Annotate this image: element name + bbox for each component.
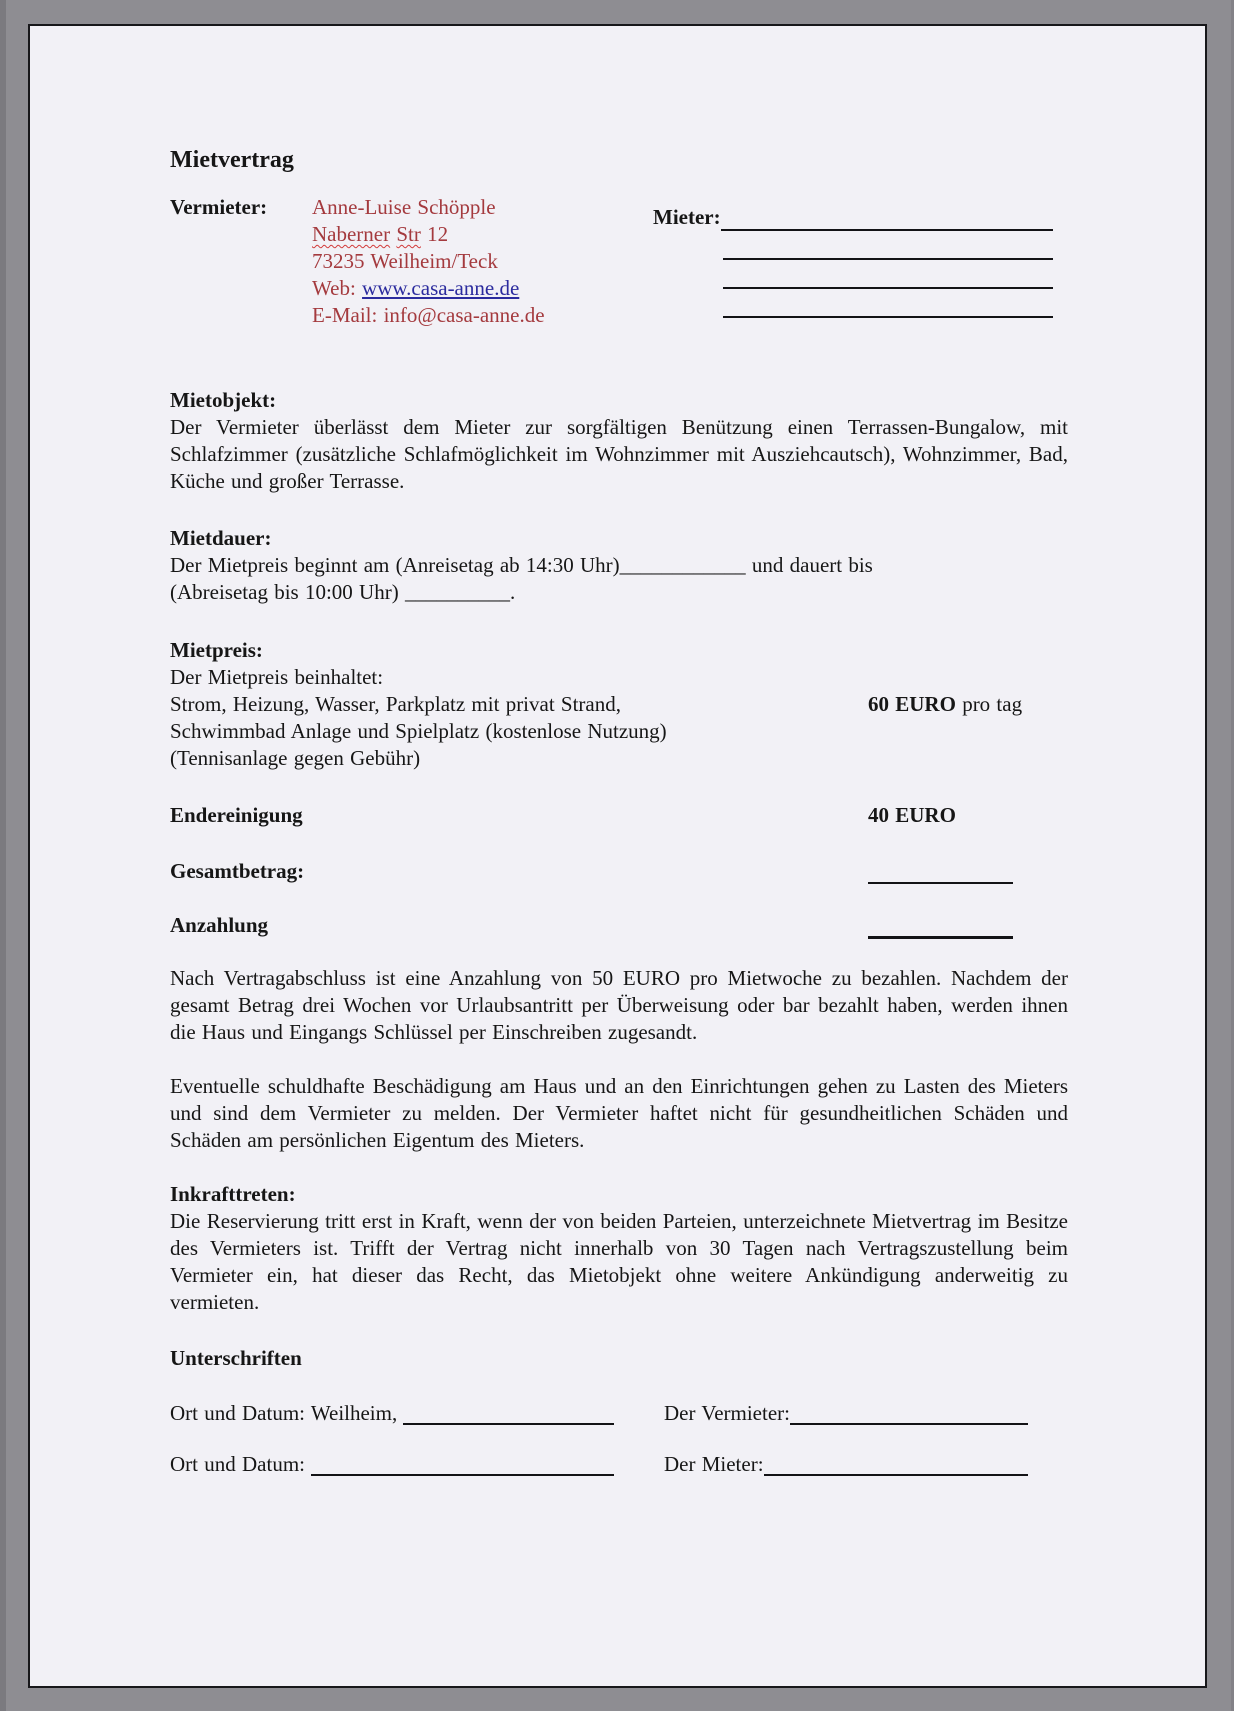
- gesamtbetrag-row: [170, 858, 1068, 885]
- tenant-fill-line-3: [723, 260, 1053, 289]
- landlord-name: Anne-Luise Schöpple: [312, 195, 496, 219]
- sig1-left-label: Ort und Datum: Weilheim,: [170, 1401, 404, 1425]
- tenant-fill-line-4: [723, 289, 1053, 318]
- sig2-left-line: [311, 1474, 614, 1476]
- daily-price: [868, 691, 1022, 718]
- sig2-right-label: Der Mieter:: [664, 1452, 764, 1476]
- mietpreis-item1: Strom, Heizung, Wasser, Parkplatz mit privat Strand,: [170, 692, 621, 716]
- endereinigung-row: [170, 802, 1068, 829]
- gesamtbetrag-label: Gesamtbetrag:: [170, 859, 305, 883]
- landlord-street-word2: Str: [396, 222, 421, 246]
- paragraph-haftung: Eventuelle schuldhafte Beschädigung am Haus und an den Einrichtungen gehen zu Lasten des Mieters und sind dem Vermieter zu melden. Der Vermieter haftet nicht für gesundheitlichen Schäden und Schäden am persönlichen Eigentum des Mieters.: [170, 1074, 1068, 1152]
- landlord-street: [312, 221, 545, 248]
- mietpreis-item2: Schwimmbad Anlage und Spielplatz (kostenlose Nutzung): [170, 719, 667, 743]
- mietdauer-heading: Mietdauer:: [170, 526, 272, 550]
- document-content: [170, 146, 1068, 1478]
- tenant-label: Mieter:: [653, 205, 721, 229]
- sig1-right-line: [790, 1423, 1028, 1425]
- landlord-street-word1: Naberner: [312, 222, 391, 246]
- mietpreis-item3: (Tennisanlage gegen Gebühr): [170, 746, 421, 770]
- endereinigung-price: 40 EURO: [868, 803, 956, 827]
- website-link[interactable]: www.casa-anne.de: [362, 276, 520, 300]
- daily-price-amount: 60 EURO: [868, 692, 956, 716]
- mietpreis-intro: Der Mietpreis beinhaltet:: [170, 665, 384, 689]
- mietobjekt-body: Der Vermieter überlässt dem Mieter zur sorgfältigen Benützung einen Terrassen-Bungalow, mit Schlafzimmer (zusätzliche Schlafmöglichkeit im Wohnzimmer mit Ausziehcautsch), Wohnzimmer, Bad, Küche und großer Terrasse.: [170, 415, 1068, 493]
- tenant-fill-line-1: [721, 229, 1053, 231]
- web-label: Web:: [312, 276, 363, 300]
- landlord-address-block: [312, 194, 545, 329]
- landlord-street-number: 12: [420, 222, 449, 246]
- document-title: Mietvertrag: [170, 147, 294, 173]
- signature-row-1: [170, 1400, 1068, 1427]
- sig2-left-label: Ort und Datum:: [170, 1452, 312, 1476]
- unterschriften-heading: Unterschriften: [170, 1346, 302, 1370]
- mietdauer-line2: (Abreisetag bis 10:00 Uhr) __________.: [170, 580, 516, 604]
- endereinigung-label: Endereinigung: [170, 803, 303, 827]
- mietpreis-item1-row: [170, 691, 1068, 718]
- section-inkrafttreten: [170, 1181, 1068, 1316]
- inkrafttreten-heading: Inkrafttreten:: [170, 1182, 296, 1206]
- anzahlung-label: Anzahlung: [170, 913, 269, 937]
- tenant-fill-line-2: [723, 231, 1053, 260]
- gesamtbetrag-fill-line: [868, 860, 1013, 884]
- sig1-left-line: [403, 1423, 614, 1425]
- paragraph-anzahlung: Nach Vertragabschluss ist eine Anzahlung von 50 EURO pro Mietwoche zu bezahlen. Nachdem der gesamt Betrag drei Wochen vor Urlaubsantritt per Überweisung oder bar bezahlt haben, werden ihnen die Haus und Eingangs Schlüssel per Einschreiben zugesandt.: [170, 966, 1068, 1044]
- landlord-label: Vermieter:: [170, 195, 268, 219]
- section-mietpreis: [170, 637, 1068, 772]
- sig2-left: [170, 1451, 614, 1478]
- landlord-city: 73235 Weilheim/Teck: [312, 249, 498, 273]
- landlord-web-line: [312, 275, 545, 302]
- inkrafttreten-body: Die Reservierung tritt erst in Kraft, wenn der von beiden Parteien, unterzeichnete Mietvertrag im Besitze des Vermieters ist. Trifft der Vertrag nicht innerhalb von 30 Tagen nach Vertragszustellung beim Vermieter ein, hat dieser das Recht, das Mietobjekt ohne weitere Ankündigung anderweitig zu vermieten.: [170, 1209, 1068, 1314]
- tenant-name-row: [653, 194, 1053, 231]
- signature-row-2: [170, 1451, 1068, 1478]
- anzahlung-row: [170, 912, 1068, 939]
- document-page: [28, 24, 1207, 1688]
- frame-edge-left: [0, 0, 6, 1711]
- mietdauer-line1: Der Mietpreis beginnt am (Anreisetag ab 14:30 Uhr)____________ und dauert bis: [170, 553, 873, 577]
- daily-price-unit: pro tag: [955, 692, 1023, 716]
- sig1-right: [664, 1400, 1028, 1427]
- mietpreis-heading: Mietpreis:: [170, 638, 263, 662]
- sig1-left: [170, 1400, 614, 1427]
- section-mietobjekt: [170, 387, 1068, 495]
- sig2-right: [664, 1451, 1028, 1478]
- anzahlung-fill-line: [868, 914, 1013, 939]
- mietobjekt-heading: Mietobjekt:: [170, 388, 277, 412]
- sig1-right-label: Der Vermieter:: [664, 1401, 790, 1425]
- parties-header: [170, 194, 1068, 329]
- tenant-block: [653, 194, 1053, 318]
- section-mietdauer: [170, 525, 1068, 606]
- sig2-right-line: [764, 1474, 1028, 1476]
- landlord-email-line: E-Mail: info@casa-anne.de: [312, 303, 545, 327]
